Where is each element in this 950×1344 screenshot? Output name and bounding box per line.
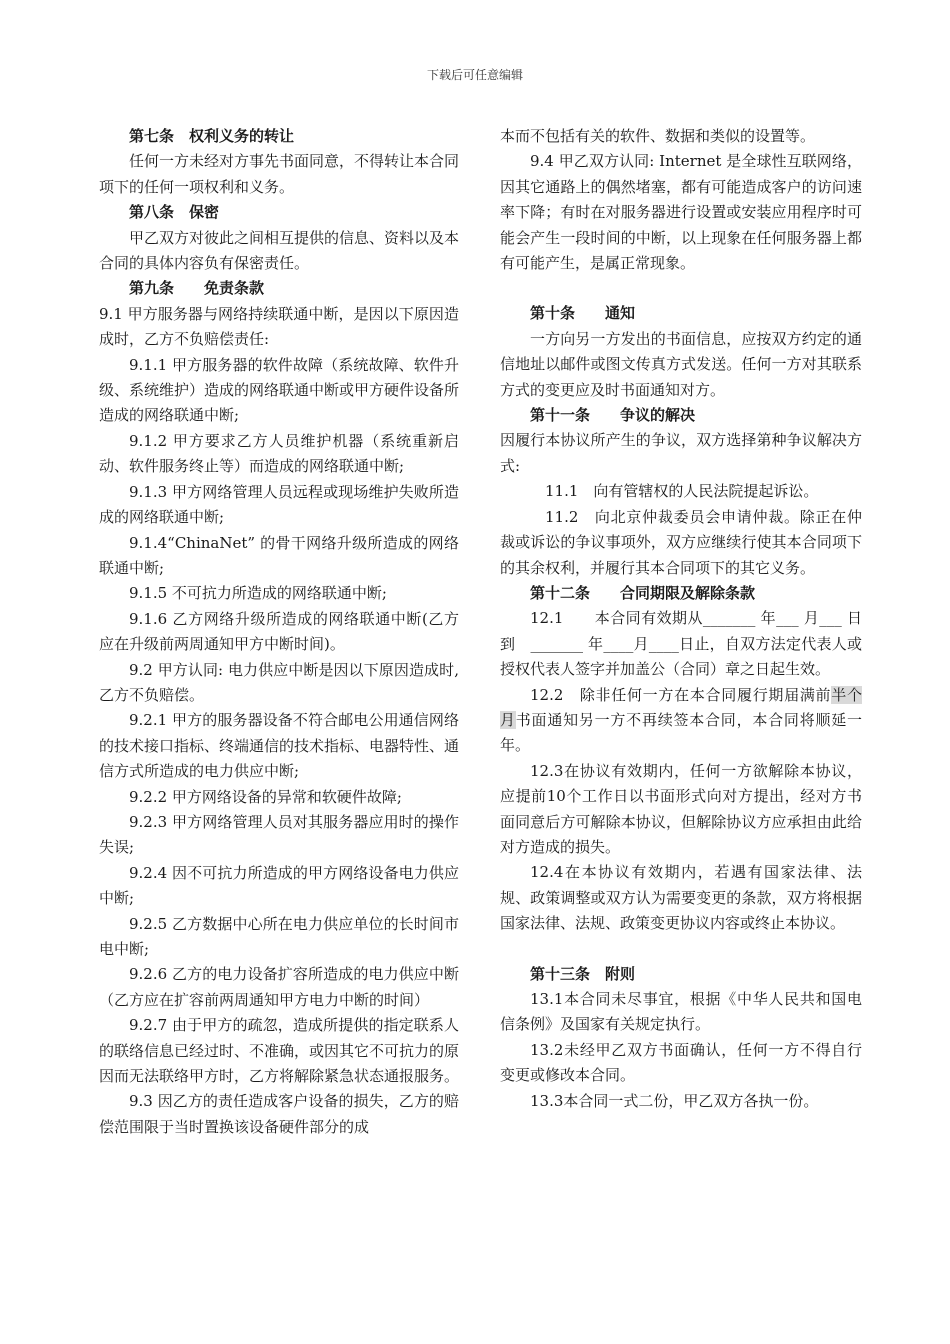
- spacer: [500, 276, 862, 301]
- clause-paragraph: 11.2 向北京仲裁委员会申请仲裁。除正在仲裁或诉讼的争议事项外，双方应继续行使其本合同项下的其余权利，并履行其本合同项下的其它义务。: [500, 507, 862, 577]
- clause-paragraph: 9.2.4 因不可抗力所造成的甲方网络设备电力供应中断;: [99, 863, 459, 908]
- clause-paragraph: 13.3本合同一式二份，甲乙双方各执一份。: [530, 1091, 819, 1110]
- clause-paragraph: 13.2未经甲乙双方书面确认，任何一方不得自行变更或修改本合同。: [500, 1040, 862, 1085]
- section-heading: 第七条 权利义务的转让: [129, 127, 295, 145]
- clause-paragraph: 9.1.3 甲方网络管理人员远程或现场维护失败所造成的网络联通中断;: [99, 482, 459, 527]
- clause-paragraph: 12.3在协议有效期内，任何一方欲解除本协议，应提前10个工作日以书面形式向对方提出，经对方书面同意后方可解除本协议，但解除协议方应承担由此给对方造成的损失。: [500, 761, 862, 856]
- clause-paragraph: 甲乙双方对彼此之间相互提供的信息、资料以及本合同的具体内容负有保密责任。: [99, 228, 460, 273]
- section-heading: 第十条 通知: [530, 304, 636, 323]
- clause-paragraph: 9.1.4“ChinaNet” 的骨干网络升级所造成的网络联通中断;: [99, 533, 459, 577]
- section-heading: 第八条 保密: [129, 203, 220, 222]
- right-column: [500, 124, 862, 1114]
- clause-paragraph: 9.2.7 由于甲方的疏忽，造成所提供的指定联系人的联络信息已经过时、不准确，或因其它不可抗力的原因而无法联络甲方时，乙方将解除紧急状态通报服务。: [99, 1016, 460, 1086]
- left-column: [99, 124, 459, 1140]
- section-heading: 第十三条 附则: [530, 964, 636, 983]
- clause-paragraph: 9.2.6 乙方的电力设备扩容所造成的电力供应中断（乙方应在扩容前两周通知甲方电力中断的时间）: [99, 965, 459, 1009]
- page-header: 下载后可任意编辑: [426, 68, 523, 82]
- clause-paragraph: 9.4 甲乙双方认同: Internet 是全球性互联网络，因其它通路上的偶然堵塞，都有可能造成客户的访问速率下降；有时在对服务器进行设置或安装应用程序时可能会产生一段时间的中断，以上现象在任何服务器上都有可能产生，是属正常现象。: [500, 152, 862, 273]
- clause-paragraph: 因履行本协议所产生的争议，双方选择第种争议解决方式:: [500, 431, 862, 475]
- clause-paragraph: 本而不包括有关的软件、数据和类似的设置等。: [500, 127, 816, 145]
- clause-paragraph: 13.1本合同未尽事宜，根据《中华人民共和国电信条例》及国家有关规定执行。: [500, 990, 862, 1034]
- clause-paragraph: 12.1 本合同有效期从_______ 年___ 月___ 日到 _______ 年____月____日止，自双方法定代表人或授权代表人签字并加盖公（合同）章之日起生效。: [500, 609, 862, 679]
- section-heading: 第十二条 合同期限及解除条款: [530, 583, 756, 602]
- clause-paragraph: 9.2.1 甲方的服务器设备不符合邮电公用通信网络的技术接口指标、终端通信的技术指标、电器特性、通信方式所造成的电力供应中断;: [99, 711, 460, 781]
- highlighted-text: 半个月: [500, 685, 862, 729]
- clause-paragraph: 一方向另一方发出的书面信息，应按双方约定的通信地址以邮件或图文传真方式发送。任何一方对其联系方式的变更应及时书面通知对方。: [500, 329, 862, 399]
- clause-text: 12.2 除非任何一方在本合同履行期届满前: [530, 685, 832, 704]
- clause-paragraph: 9.2 甲方认同: 电力供应中断是因以下原因造成时, 乙方不负赔偿。: [99, 660, 459, 704]
- clause-paragraph: 任何一方未经对方事先书面同意，不得转让本合同项下的任何一项权利和义务。: [99, 152, 460, 196]
- clause-text: 书面通知另一方不再续签本合同，本合同将顺延一年。: [500, 710, 862, 755]
- clause-paragraph: 9.2.2 甲方网络设备的异常和软硬件故障;: [129, 787, 402, 806]
- clause-paragraph: 9.2.5 乙方数据中心所在电力供应单位的长时间市电中断;: [99, 914, 459, 958]
- clause-paragraph: 11.1 向有管辖权的人民法院提起诉讼。: [545, 482, 819, 501]
- clause-paragraph: 9.1.6 乙方网络升级所造成的网络联通中断(乙方应在升级前两周通知甲方中断时间)。: [99, 609, 459, 654]
- clause-paragraph: 9.2.3 甲方网络管理人员对其服务器应用时的操作失误;: [99, 812, 459, 857]
- clause-paragraph: [500, 683, 862, 759]
- section-heading: 第十一条 争议的解决: [530, 406, 696, 425]
- clause-paragraph: 9.1.2 甲方要求乙方人员维护机器（系统重新启动、软件服务终止等）而造成的网络联通中断;: [99, 431, 459, 476]
- clause-paragraph: 9.1.5 不可抗力所造成的网络联通中断;: [129, 584, 387, 603]
- spacer: [500, 937, 862, 962]
- clause-paragraph: 9.1 甲方服务器与网络持续联通中断，是因以下原因造成时，乙方不负赔偿责任:: [99, 304, 459, 349]
- clause-paragraph: 12.4在本协议有效期内，若遇有国家法律、法规、政策调整或双方认为需要变更的条款，双方将根据国家法律、法规、政策变更协议内容或终止本协议。: [500, 863, 862, 933]
- clause-paragraph: 9.1.1 甲方服务器的软件故障（系统故障、软件升级、系统维护）造成的网络联通中断或甲方硬件设备所造成的网络联通中断;: [99, 355, 460, 425]
- clause-paragraph: 9.3 因乙方的责任造成客户设备的损失，乙方的赔偿范围限于当时置换该设备硬件部分的成: [99, 1092, 459, 1136]
- section-heading: 第九条 免责条款: [129, 279, 265, 298]
